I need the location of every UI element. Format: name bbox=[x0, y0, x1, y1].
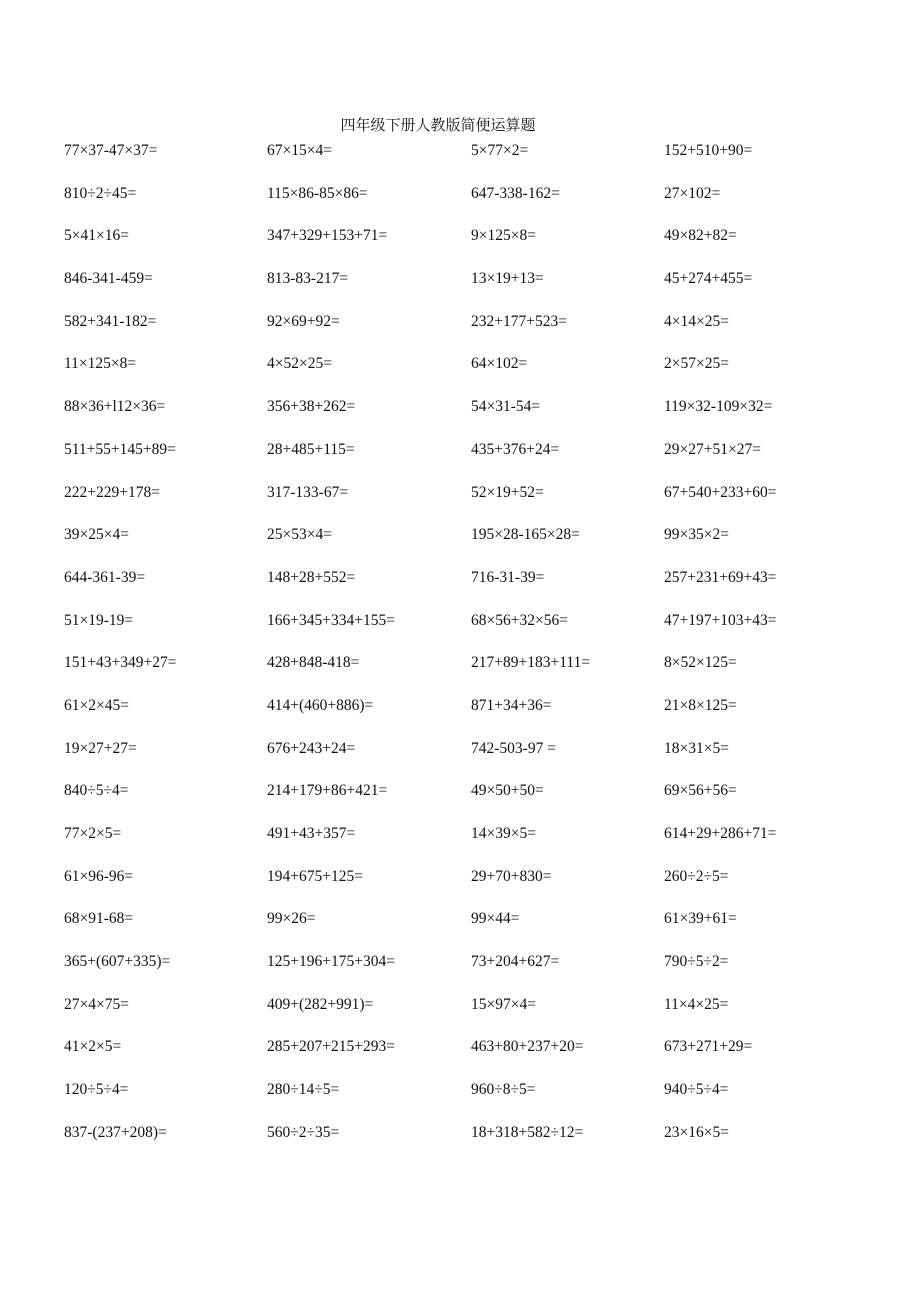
math-problem: 15×97×4= bbox=[471, 995, 536, 1013]
math-problem: 125+196+175+304= bbox=[267, 953, 395, 971]
math-problem: 99×44= bbox=[471, 910, 520, 928]
math-problem: 285+207+215+293= bbox=[267, 1038, 395, 1056]
math-problem: 2×57×25= bbox=[664, 355, 729, 373]
math-problem: 647-338-162= bbox=[471, 184, 560, 202]
math-problem: 4×14×25= bbox=[664, 312, 729, 330]
math-problem: 51×19-19= bbox=[64, 611, 134, 629]
math-problem: 61×96-96= bbox=[64, 867, 134, 885]
math-problem: 435+376+24= bbox=[471, 440, 560, 458]
math-problem: 115×86-85×86= bbox=[267, 184, 368, 202]
math-problem: 195×28-165×28= bbox=[471, 526, 580, 544]
math-problem: 49×82+82= bbox=[664, 227, 737, 245]
math-problem: 68×56+32×56= bbox=[471, 611, 568, 629]
page-title: 四年级下册人教版简便运算题 bbox=[340, 116, 536, 134]
problem-row bbox=[64, 396, 864, 439]
math-problem: 73+204+627= bbox=[471, 953, 560, 971]
math-problem: 280÷14÷5= bbox=[267, 1081, 340, 1099]
problem-row bbox=[64, 1036, 864, 1079]
math-problem: 260÷2÷5= bbox=[664, 867, 729, 885]
math-problem: 120÷5÷4= bbox=[64, 1081, 129, 1099]
problem-row bbox=[64, 225, 864, 268]
math-problem: 77×37-47×37= bbox=[64, 142, 158, 159]
math-problem: 257+231+69+43= bbox=[664, 568, 777, 586]
problem-row bbox=[64, 780, 864, 823]
problem-row bbox=[64, 951, 864, 994]
problem-row bbox=[64, 567, 864, 610]
math-problem: 18+318+582÷12= bbox=[471, 1123, 584, 1141]
problem-row bbox=[64, 652, 864, 695]
math-problem: 28+485+115= bbox=[267, 440, 355, 458]
math-problem: 119×32-109×32= bbox=[664, 398, 773, 416]
math-problem: 88×36+l12×36= bbox=[64, 398, 166, 416]
math-problem: 356+38+262= bbox=[267, 398, 356, 416]
problem-row bbox=[64, 439, 864, 482]
math-problem: 742-503-97 = bbox=[471, 739, 556, 757]
math-problem: 99×26= bbox=[267, 910, 316, 928]
problem-row bbox=[64, 268, 864, 311]
math-problem: 152+510+90= bbox=[664, 142, 753, 159]
math-problem: 18×31×5= bbox=[664, 739, 729, 757]
math-problem: 99×35×2= bbox=[664, 526, 729, 544]
math-problem: 11×125×8= bbox=[64, 355, 137, 373]
math-problem: 232+177+523= bbox=[471, 312, 567, 330]
math-problem: 214+179+86+421= bbox=[267, 782, 388, 800]
problem-grid bbox=[64, 140, 864, 1165]
problem-row bbox=[64, 311, 864, 354]
math-problem: 27×102= bbox=[664, 184, 721, 202]
math-problem: 222+229+178= bbox=[64, 483, 160, 501]
math-problem: 25×53×4= bbox=[267, 526, 332, 544]
math-problem: 614+29+286+71= bbox=[664, 825, 777, 842]
math-problem: 582+341-182= bbox=[64, 312, 157, 330]
math-problem: 68×91-68= bbox=[64, 910, 134, 928]
math-problem: 871+34+36= bbox=[471, 696, 552, 714]
math-problem: 49×50+50= bbox=[471, 782, 544, 800]
math-problem: 940÷5÷4= bbox=[664, 1081, 729, 1099]
math-problem: 846-341-459= bbox=[64, 270, 153, 288]
math-problem: 19×27+27= bbox=[64, 739, 137, 757]
math-problem: 409+(282+991)= bbox=[267, 995, 374, 1013]
math-problem: 14×39×5= bbox=[471, 825, 536, 842]
math-problem: 365+(607+335)= bbox=[64, 953, 171, 971]
math-problem: 45+274+455= bbox=[664, 270, 753, 288]
math-problem: 47+197+103+43= bbox=[664, 611, 777, 629]
math-problem: 77×2×5= bbox=[64, 825, 122, 842]
math-problem: 194+675+125= bbox=[267, 867, 363, 885]
problem-row bbox=[64, 1122, 864, 1165]
math-problem: 9×125×8= bbox=[471, 227, 536, 245]
math-problem: 21×8×125= bbox=[664, 696, 737, 714]
math-problem: 61×39+61= bbox=[664, 910, 737, 928]
math-problem: 347+329+153+71= bbox=[267, 227, 388, 245]
math-problem: 39×25×4= bbox=[64, 526, 129, 544]
problem-row bbox=[64, 524, 864, 567]
problem-row bbox=[64, 994, 864, 1037]
math-problem: 67×15×4= bbox=[267, 142, 332, 159]
math-problem: 317-133-67= bbox=[267, 483, 349, 501]
math-problem: 27×4×75= bbox=[64, 995, 129, 1013]
math-problem: 13×19+13= bbox=[471, 270, 544, 288]
math-problem: 5×41×16= bbox=[64, 227, 129, 245]
math-problem: 29×27+51×27= bbox=[664, 440, 761, 458]
problem-row bbox=[64, 1079, 864, 1122]
problem-row bbox=[64, 183, 864, 226]
math-problem: 414+(460+886)= bbox=[267, 696, 374, 714]
math-problem: 4×52×25= bbox=[267, 355, 332, 373]
math-problem: 92×69+92= bbox=[267, 312, 340, 330]
problem-row bbox=[64, 866, 864, 909]
problem-row bbox=[64, 738, 864, 781]
math-problem: 840÷5÷4= bbox=[64, 782, 129, 800]
problem-row bbox=[64, 140, 864, 183]
math-problem: 54×31-54= bbox=[471, 398, 541, 416]
math-problem: 960÷8÷5= bbox=[471, 1081, 536, 1099]
math-problem: 11×4×25= bbox=[664, 995, 729, 1013]
math-problem: 23×16×5= bbox=[664, 1123, 729, 1141]
math-problem: 151+43+349+27= bbox=[64, 654, 177, 672]
math-problem: 69×56+56= bbox=[664, 782, 737, 800]
problem-row bbox=[64, 695, 864, 738]
math-problem: 716-31-39= bbox=[471, 568, 545, 586]
math-problem: 8×52×125= bbox=[664, 654, 737, 672]
problem-row bbox=[64, 610, 864, 653]
math-problem: 790÷5÷2= bbox=[664, 953, 729, 971]
problem-row bbox=[64, 823, 864, 866]
math-problem: 676+243+24= bbox=[267, 739, 356, 757]
math-problem: 148+28+552= bbox=[267, 568, 356, 586]
problem-row bbox=[64, 908, 864, 951]
math-problem: 41×2×5= bbox=[64, 1038, 122, 1056]
math-problem: 67+540+233+60= bbox=[664, 483, 777, 501]
problem-row bbox=[64, 353, 864, 396]
math-problem: 463+80+237+20= bbox=[471, 1038, 584, 1056]
math-problem: 166+345+334+155= bbox=[267, 611, 395, 629]
math-problem: 560÷2÷35= bbox=[267, 1123, 340, 1141]
math-problem: 837-(237+208)= bbox=[64, 1123, 167, 1141]
math-problem: 217+89+183+111= bbox=[471, 654, 591, 672]
math-problem: 5×77×2= bbox=[471, 142, 529, 159]
math-problem: 428+848-418= bbox=[267, 654, 360, 672]
problem-row bbox=[64, 482, 864, 525]
math-problem: 511+55+145+89= bbox=[64, 440, 176, 458]
math-problem: 52×19+52= bbox=[471, 483, 544, 501]
math-problem: 673+271+29= bbox=[664, 1038, 753, 1056]
math-problem: 491+43+357= bbox=[267, 825, 356, 842]
math-problem: 29+70+830= bbox=[471, 867, 552, 885]
math-problem: 64×102= bbox=[471, 355, 528, 373]
math-problem: 810÷2÷45= bbox=[64, 184, 137, 202]
math-problem: 813-83-217= bbox=[267, 270, 349, 288]
math-problem: 644-361-39= bbox=[64, 568, 146, 586]
math-problem: 61×2×45= bbox=[64, 696, 129, 714]
